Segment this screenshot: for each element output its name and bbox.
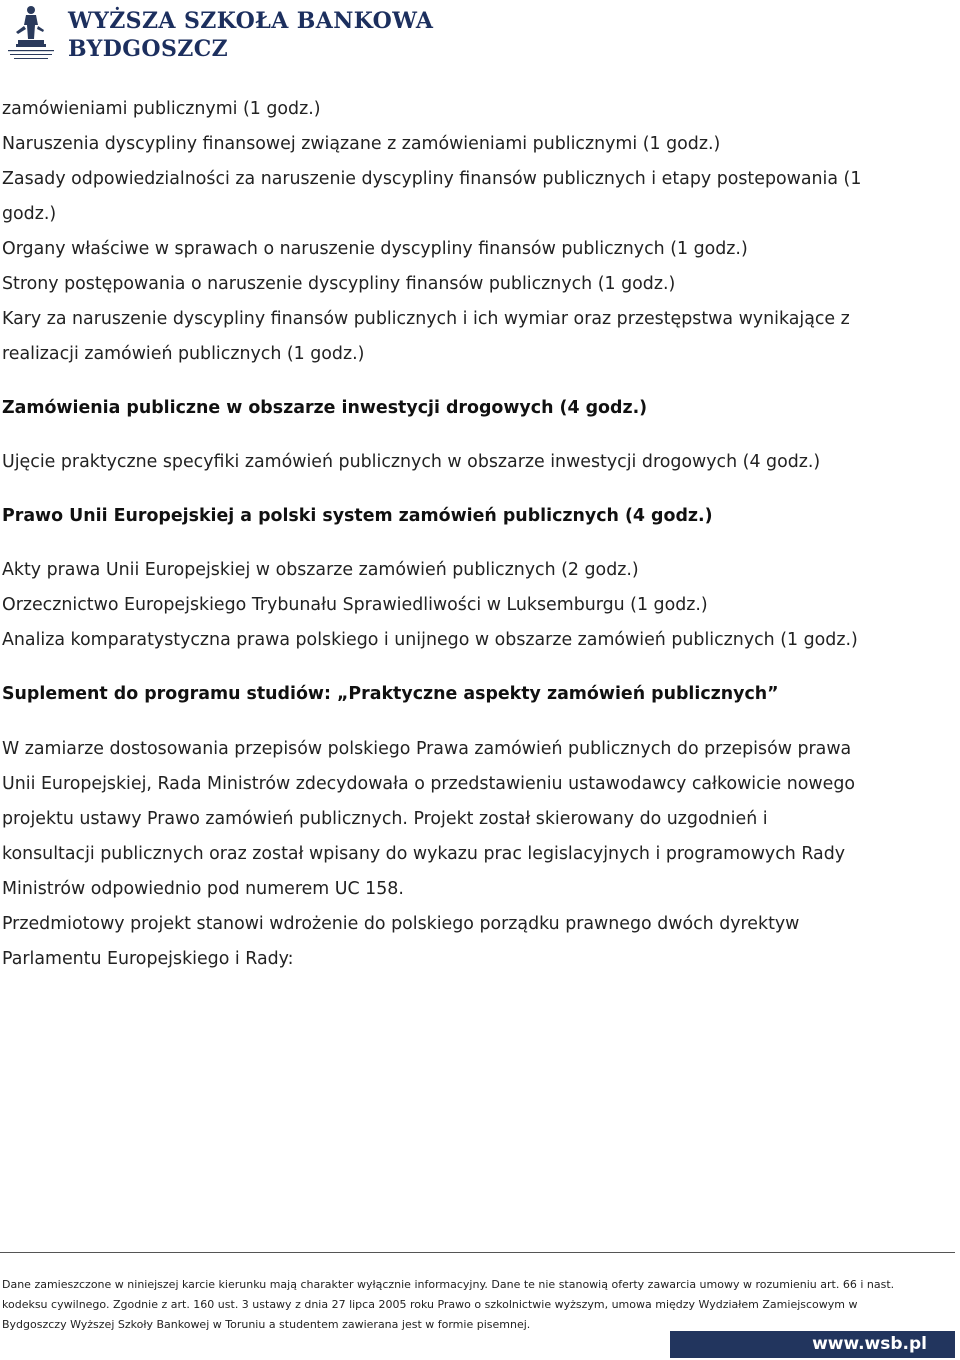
paragraph-line: konsultacji publicznych oraz został wpisany do wykazu prac legislacyjnych i programowych Rady: [2, 844, 846, 864]
text-line: realizacji zamówień publicznych (1 godz.): [2, 344, 365, 364]
footer-line: kodeksu cywilnego. Zgodnie z art. 160 ust. 3 ustawy z dnia 27 lipca 2005 roku Prawo o szkolnictwie wyższym, umowa między Wydziałem Zamiejscowym w: [2, 1298, 858, 1311]
text-line: Zasady odpowiedzialności za naruszenie dyscypliny finansów publicznych i etapy postepowania (1: [2, 169, 862, 189]
paragraph-line: Przedmiotowy projekt stanowi wdrożenie do polskiego porządku prawnego dwóch dyrektyw: [2, 914, 800, 934]
paragraph-line: Ministrów odpowiednio pod numerem UC 158.: [2, 879, 404, 899]
footer-line: Dane zamieszczone w niniejszej karcie kierunku mają charakter wyłącznie informacyjny. Dane te nie stanowią oferty zawarcia umowy w rozumieniu art. 66 i nast.: [2, 1278, 895, 1291]
logo-title: WYŻSZA SZKOŁA BANKOWA: [68, 8, 434, 34]
footer-line: Bydgoszczy Wyższej Szkoły Bankowej w Toruniu a studentem zawierana jest w formie pisemnej.: [2, 1318, 531, 1331]
text-line: Naruszenia dyscypliny finansowej związane z zamówieniami publicznymi (1 godz.): [2, 134, 721, 154]
text-line: Orzecznictwo Europejskiego Trybunału Sprawiedliwości w Luksemburgu (1 godz.): [2, 595, 708, 615]
text-line: Analiza komparatystyczna prawa polskiego i unijnego w obszarze zamówień publicznych (1 godz.): [2, 630, 858, 650]
text-line: zamówieniami publicznymi (1 godz.): [2, 99, 321, 119]
document-body: [2, 92, 952, 977]
text-line: Kary za naruszenie dyscypliny finansów publicznych i ich wymiar oraz przestępstwa wynikające z: [2, 309, 850, 329]
text-line: Akty prawa Unii Europejskiej w obszarze zamówień publicznych (2 godz.): [2, 560, 639, 580]
paragraph-line: Unii Europejskiej, Rada Ministrów zdecydowała o przedstawieniu ustawodawcy całkowicie nowego: [2, 774, 856, 794]
website-link-badge[interactable]: www.wsb.pl: [670, 1331, 955, 1358]
section-heading-eu: Prawo Unii Europejskiej a polski system zamówień publicznych (4 godz.): [2, 506, 713, 526]
text-line: Organy właściwe w sprawach o naruszenie dyscypliny finansów publicznych (1 godz.): [2, 239, 748, 259]
text-line: Ujęcie praktyczne specyfiki zamówień publicznych w obszarze inwestycji drogowych (4 godz.): [2, 452, 821, 472]
university-emblem-icon: [4, 2, 58, 66]
section-heading-roads: Zamówienia publiczne w obszarze inwestycji drogowych (4 godz.): [2, 398, 648, 418]
text-line: godz.): [2, 204, 57, 224]
paragraph-line: projektu ustawy Prawo zamówień publicznych. Projekt został skierowany do uzgodnień i: [2, 809, 768, 829]
paragraph-line: W zamiarze dostosowania przepisów polskiego Prawa zamówień publicznych do przepisów prawa: [2, 739, 852, 759]
logo-subtitle: BYDGOSZCZ: [68, 36, 229, 62]
footer-divider: [0, 1252, 955, 1253]
paragraph-line: Parlamentu Europejskiego i Rady:: [2, 949, 294, 969]
section-heading-supplement: Suplement do programu studiów: „Praktyczne aspekty zamówień publicznych”: [2, 684, 779, 704]
text-line: Strony postępowania o naruszenie dyscypliny finansów publicznych (1 godz.): [2, 274, 676, 294]
page-header: [0, 0, 960, 72]
footer-disclaimer: [2, 1275, 952, 1335]
